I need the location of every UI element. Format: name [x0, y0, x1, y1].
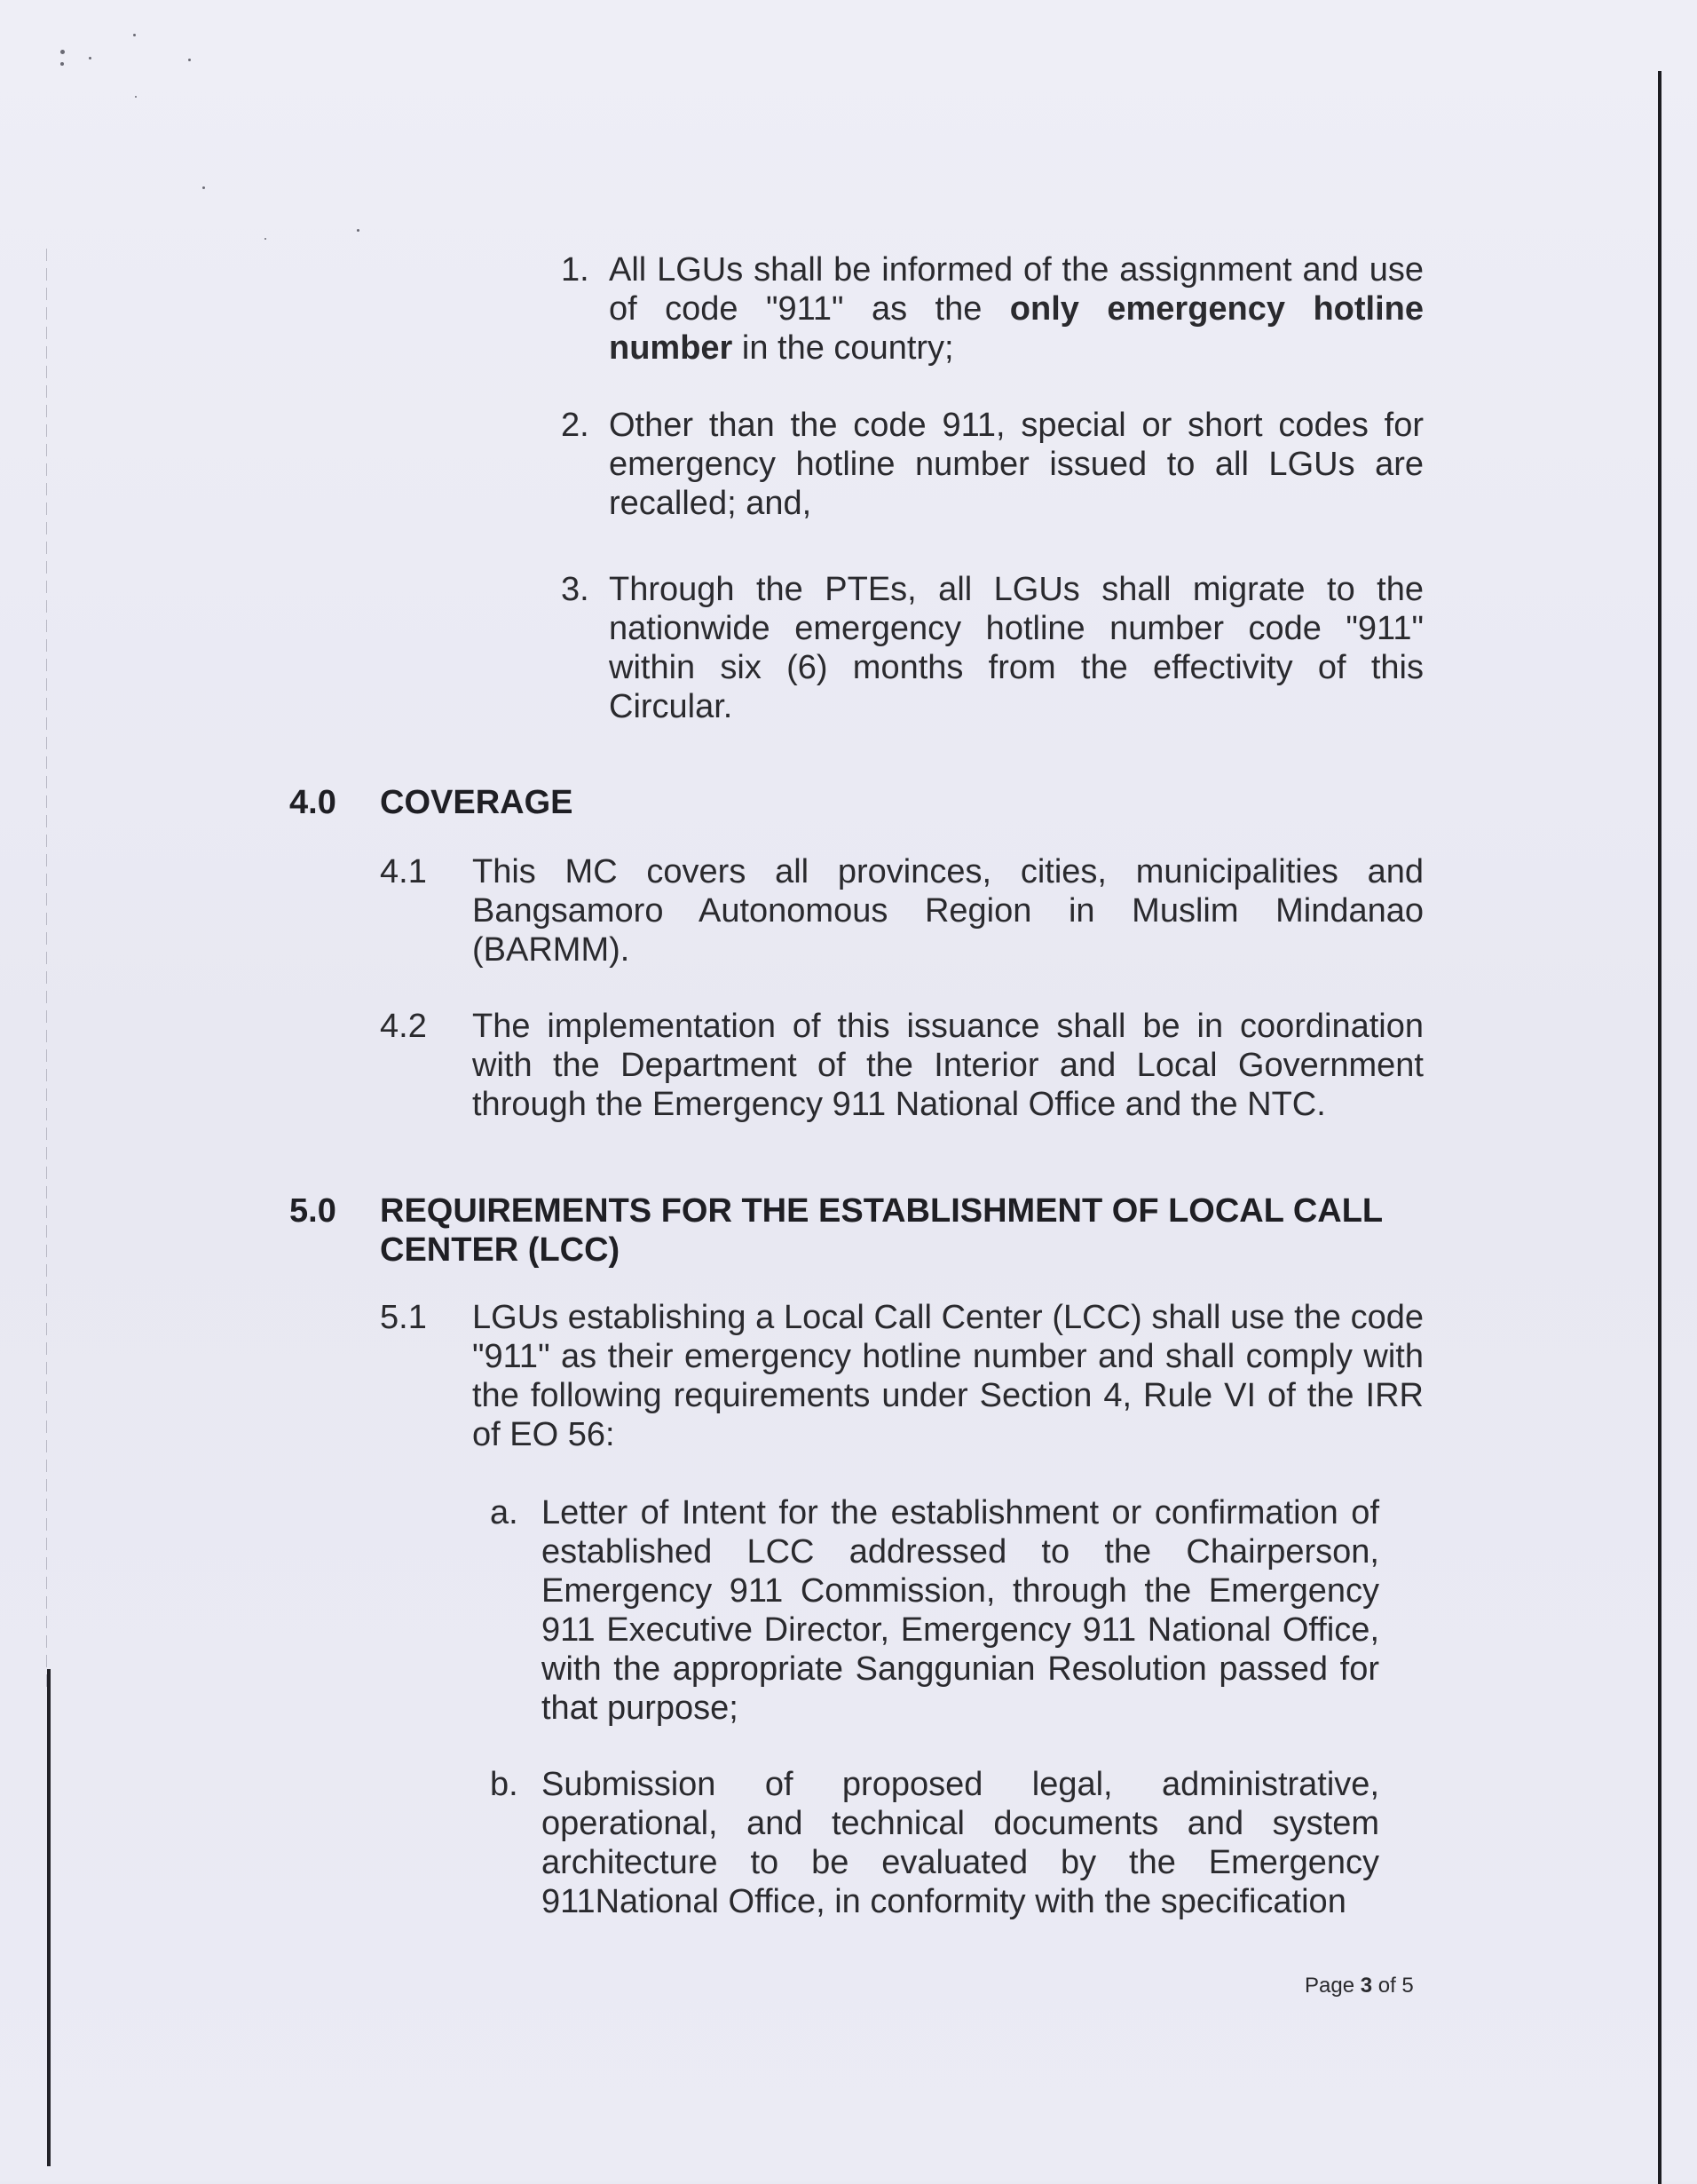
subsection-text: This MC covers all provinces, cities, municipalities and Bangsamoro Autonomous Region in Muslim Mindanao (BARMM).: [472, 853, 1424, 969]
section-title-line: REQUIREMENTS FOR THE ESTABLISHMENT OF LOCAL CALL: [380, 1192, 1384, 1230]
list-item-text: Other than the code 911, special or short codes for emergency hotline number issued to all LGUs are recalled; and,: [609, 407, 1424, 522]
page-number-current: 3: [1360, 1974, 1373, 1998]
page-number-suffix: of 5: [1372, 1974, 1414, 1998]
section-title-line: CENTER (LCC): [380, 1231, 620, 1269]
scan-speck: [133, 34, 136, 36]
sub-list-text: Letter of Intent for the establishment or confirmation of established LCC addressed to the Chairperson, Emergency 911 Commission, through the Emergency 911 Executive Director, Emergency 911 National Office, with the appropriate Sanggunian Resolution passed for that purpose;: [541, 1494, 1379, 1727]
sub-list-letter: a.: [490, 1494, 518, 1531]
scan-speck: [135, 96, 137, 98]
scan-speck: [264, 238, 266, 240]
subsection-number: 4.1: [380, 853, 427, 890]
section-number: 5.0: [289, 1192, 336, 1230]
section-title: COVERAGE: [380, 784, 573, 821]
scan-speck: [60, 50, 65, 54]
subsection-text: The implementation of this issuance shall be in coordination with the Department of the Interior and Local Government through the Emergency 911 National Office and the NTC.: [472, 1008, 1424, 1123]
scan-speck: [60, 62, 64, 66]
scan-speck: [202, 186, 205, 189]
list-item-emphasis: only emergency hotline number: [609, 290, 1424, 367]
section-title: [380, 1191, 1427, 1270]
subsection-number: 4.2: [380, 1008, 427, 1045]
page-number-prefix: Page: [1305, 1974, 1361, 1998]
scan-edge-left-dark: [47, 1669, 51, 2166]
sub-list-letter: b.: [490, 1766, 518, 1803]
sub-list-text: Submission of proposed legal, administrative, operational, and technical documents and system architecture to be evaluated by the Emergency 911National Office, in conformity with the specification: [541, 1766, 1379, 1920]
subsection-text: LGUs establishing a Local Call Center (LCC) shall use the code "911" as their emergency hotline number and shall comply with the following requirements under Section 4, Rule VI of the IRR of EO 56:: [472, 1299, 1424, 1453]
list-item-text-part: in the country;: [732, 329, 954, 367]
list-item-number: 1.: [561, 251, 589, 289]
subsection-number: 5.1: [380, 1299, 427, 1336]
list-item-number: 2.: [561, 407, 589, 444]
scan-edge-right: [1658, 71, 1661, 2184]
section-number: 4.0: [289, 784, 336, 821]
scan-speck: [188, 59, 191, 61]
page-number: [1305, 1973, 1414, 1999]
scan-speck: [89, 57, 91, 59]
scan-edge-left: [46, 249, 47, 1687]
scan-speck: [357, 229, 359, 232]
list-item-text: Through the PTEs, all LGUs shall migrate to the nationwide emergency hotline number code "911" within six (6) months from the effectivity of this Circular.: [609, 571, 1424, 725]
list-item-text-part: All LGUs shall be informed of the assignment and use of code "911" as the: [609, 251, 1424, 328]
list-item-text: [609, 250, 1424, 368]
list-item-number: 3.: [561, 571, 589, 608]
